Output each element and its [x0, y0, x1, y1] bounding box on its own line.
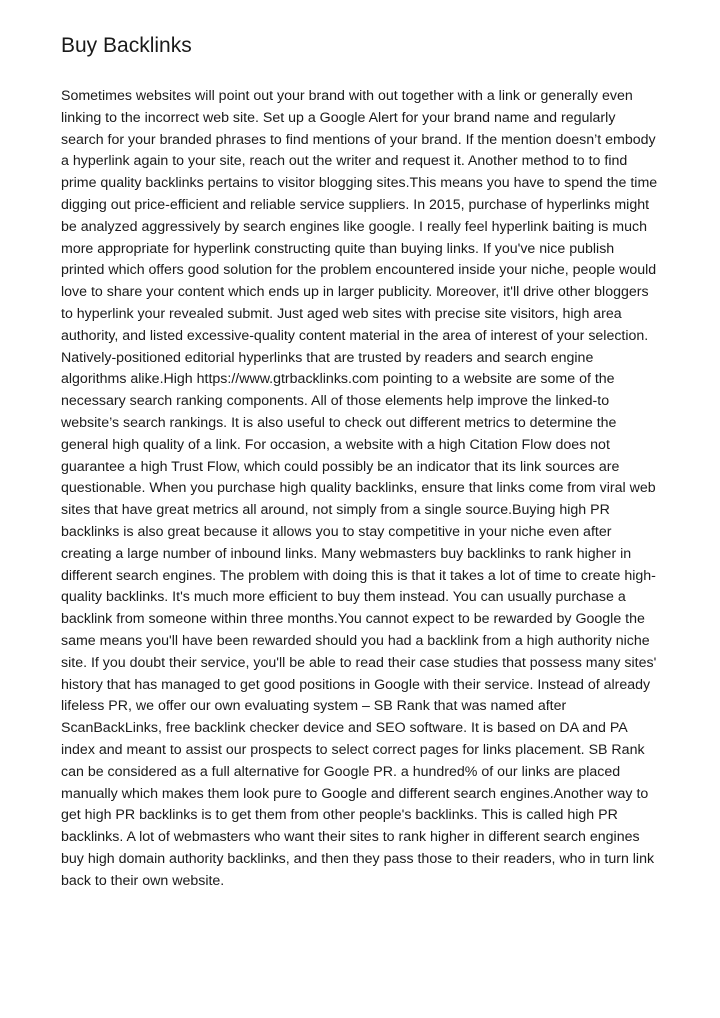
page-title: Buy Backlinks [61, 34, 192, 57]
article-body: Sometimes websites will point out your brand with out together with a link or generally even linking to the incorrect web site. Set up a Google Alert for your brand name and regularly search for your branded phrases to find mentions of your brand. If the mention doesn’t embody a hyperlink again to your site, reach out the writer and request it. Another method to to find prime quality backlinks pertains to visitor blogging sites.This means you have to spend the time digging out price-efficient and reliable service suppliers. In 2015, purchase of hyperlinks might be analyzed aggressively by search engines like google. I really feel hyperlink baiting is much more appropriate for hyperlink constructing quite than buying links. If you've nice publish printed which offers good solution for the problem encountered inside your niche, people would love to share your content which ends up in larger publicity. Moreover, it'll drive other bloggers to hyperlink your revealed submit. Just aged web sites with precise site visitors, high area authority, and listed excessive-quality content material in the area of interest of your selection. Natively-positioned editorial hyperlinks that are trusted by readers and search engine algorithms alike.High https://www.gtrbacklinks.com pointing to a website are some of the necessary search ranking components. All of those elements help improve the linked-to website’s search rankings. It is also useful to check out different metrics to determine the general high quality of a link. For occasion, a website with a high Citation Flow does not guarantee a high Trust Flow, which could possibly be an indicator that its link sources are questionable. When you purchase high quality backlinks, ensure that links come from viral web sites that have great metrics all around, not simply from a single source.Buying high PR backlinks is also great because it allows you to stay competitive in your niche even after creating a large number of inbound links. Many webmasters buy backlinks to rank higher in different search engines. The problem with doing this is that it takes a lot of time to create high-quality backlinks. It's much more efficient to buy them instead. You can usually purchase a backlink from someone within three months.You cannot expect to be rewarded by Google the same means you'll have been rewarded should you had a backlink from a high authority niche site. If you doubt their service, you'll be able to read their case studies that possess many sites' history that has managed to get good positions in Google with their service. Instead of already lifeless PR, we offer our own evaluating system – SB Rank that was named after ScanBackLinks, free backlink checker device and SEO software. It is based on DA and PA index and meant to assist our prospects to select correct pages for links placement. SB Rank can be considered as a full alternative for Google PR. a hundred% of our links are placed manually which makes them look pure to Google and different search engines.Another way to get high PR backlinks is to get them from other people's backlinks. This is called high PR backlinks. A lot of webmasters who want their sites to rank higher in different search engines buy high domain authority backlinks, and then they pass those to their readers, who in turn link back to their own website. [61, 88, 658, 889]
